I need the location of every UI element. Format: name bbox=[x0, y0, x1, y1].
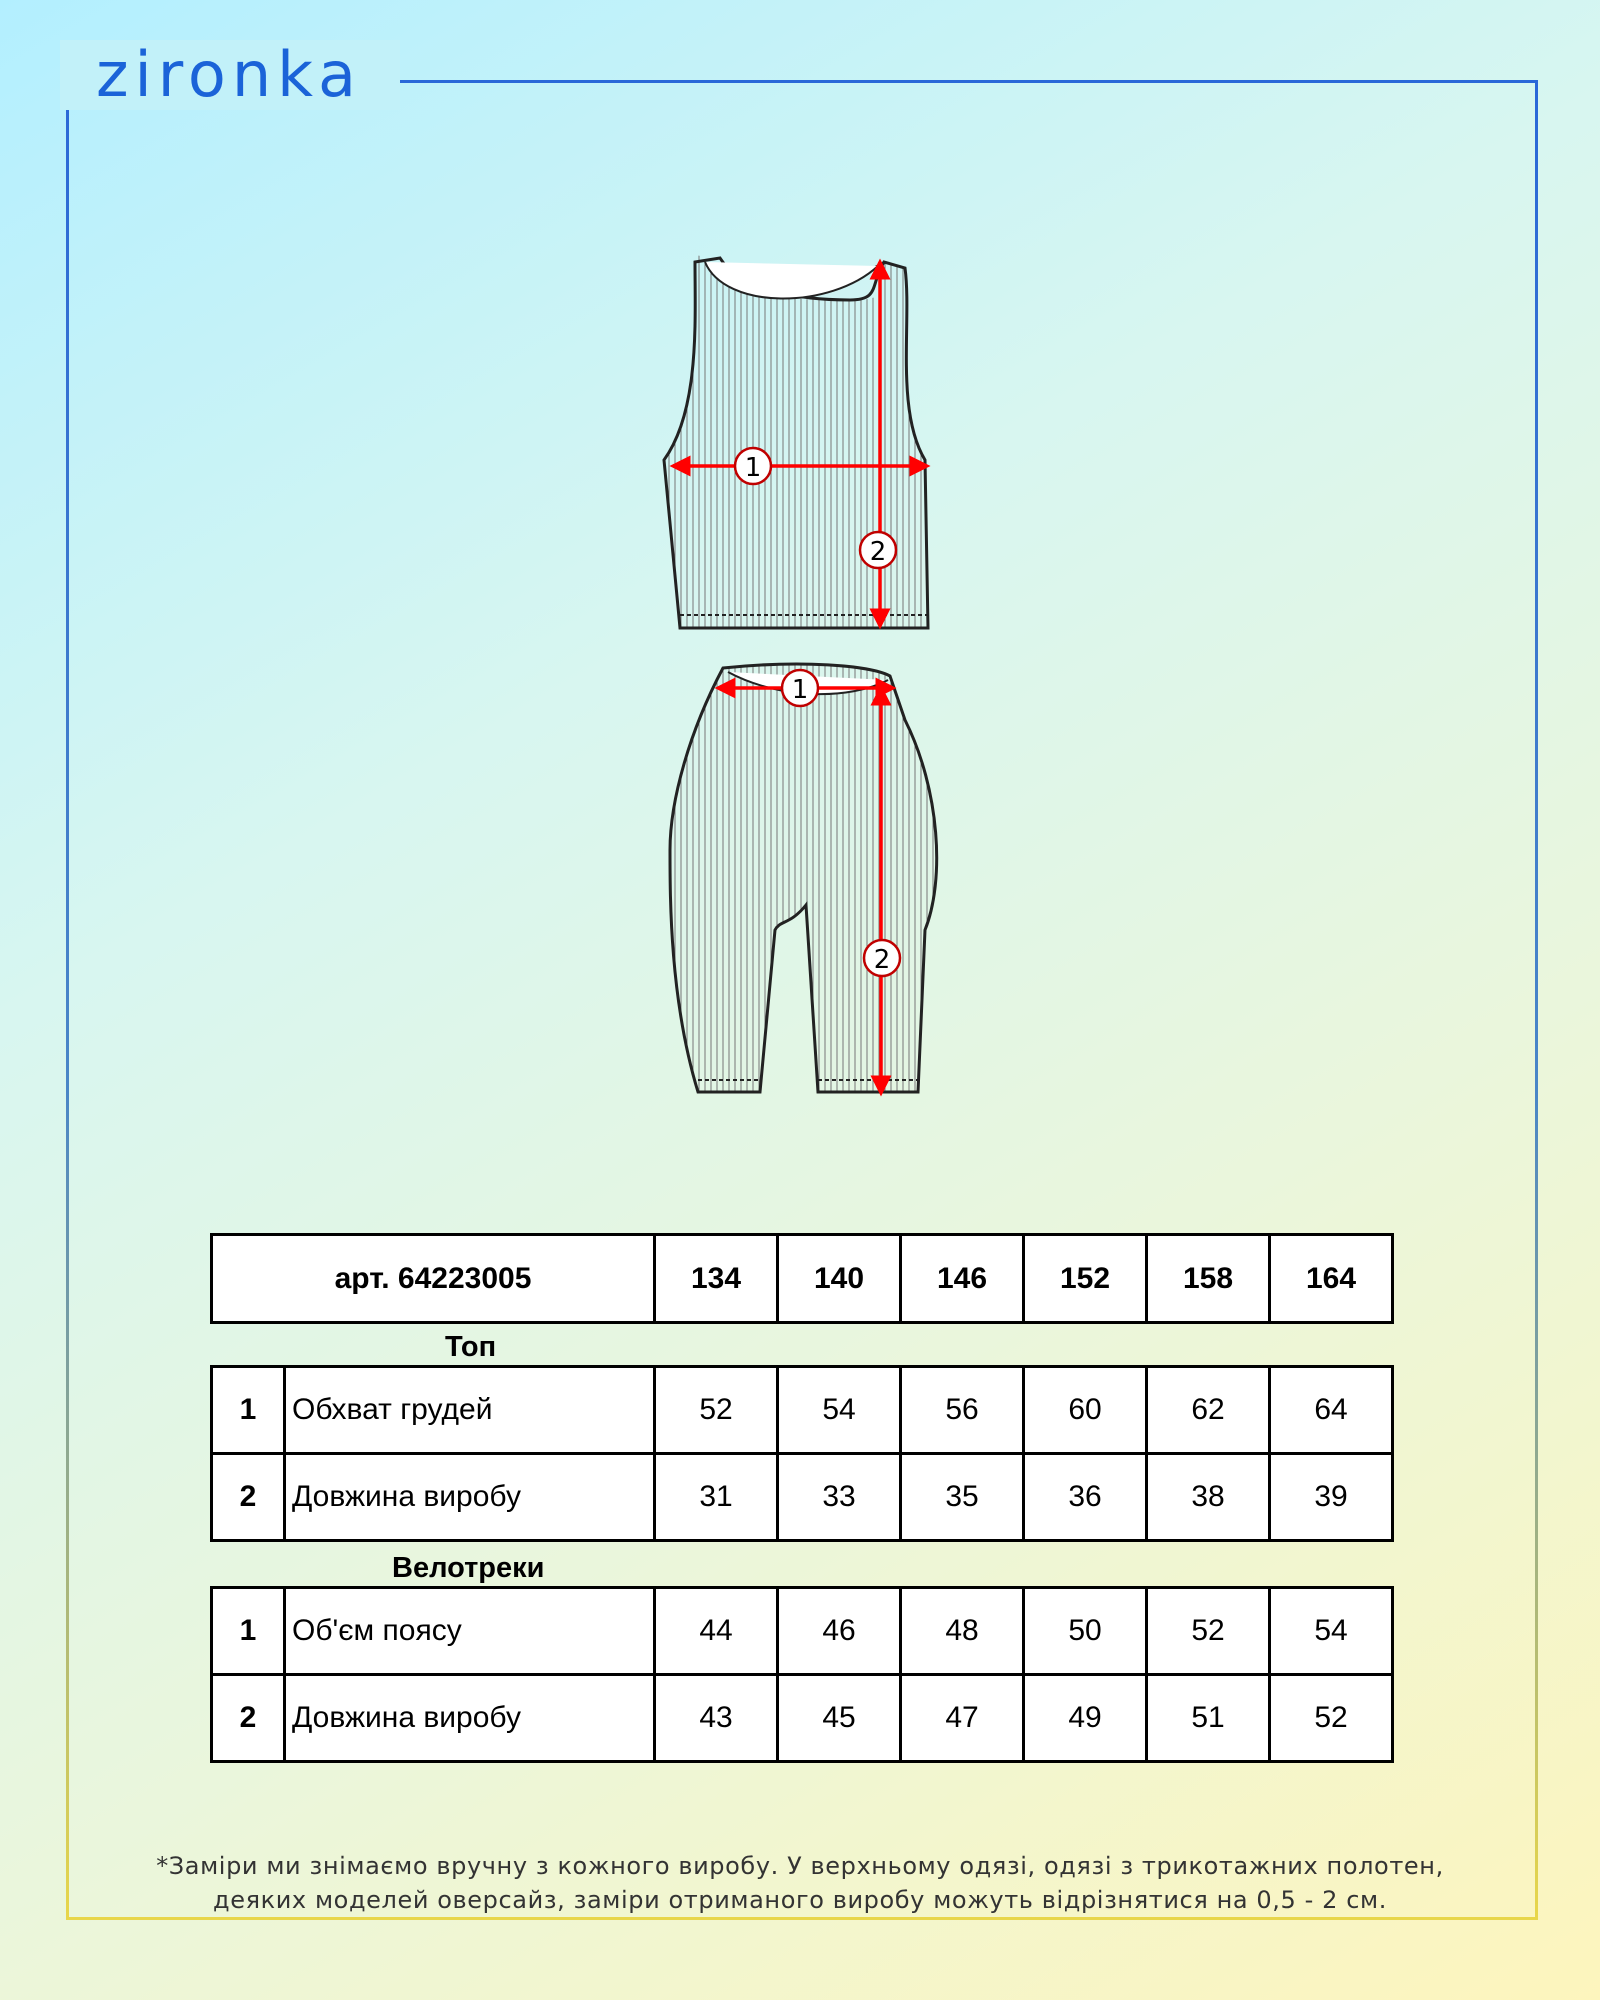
table-cell: 60 bbox=[1024, 1367, 1147, 1454]
table-cell: 46 bbox=[778, 1588, 901, 1675]
svg-text:2: 2 bbox=[869, 537, 887, 567]
table-cell: 64 bbox=[1270, 1367, 1393, 1454]
size-col-140: 140 bbox=[778, 1235, 901, 1323]
brand-logo: zironka bbox=[96, 38, 362, 111]
row-number: 2 bbox=[212, 1454, 285, 1541]
shorts-marker-1 bbox=[782, 670, 818, 706]
size-header-table bbox=[210, 1233, 1394, 1324]
size-col-152: 152 bbox=[1024, 1235, 1147, 1323]
table-cell: 39 bbox=[1270, 1454, 1393, 1541]
size-header-row bbox=[212, 1235, 1393, 1323]
table-cell: 54 bbox=[1270, 1588, 1393, 1675]
article-number: арт. 64223005 bbox=[212, 1235, 655, 1323]
table-cell: 36 bbox=[1024, 1454, 1147, 1541]
measurement-label: Об'єм поясу bbox=[285, 1588, 655, 1675]
table-cell: 52 bbox=[1270, 1675, 1393, 1762]
measurement-label: Обхват грудей bbox=[285, 1367, 655, 1454]
top-garment-drawing bbox=[660, 250, 940, 630]
size-col-164: 164 bbox=[1270, 1235, 1393, 1323]
table-cell: 56 bbox=[901, 1367, 1024, 1454]
table-cell: 50 bbox=[1024, 1588, 1147, 1675]
table-cell: 35 bbox=[901, 1454, 1024, 1541]
measurement-label: Довжина виробу bbox=[285, 1675, 655, 1762]
row-number: 1 bbox=[212, 1367, 285, 1454]
table-row bbox=[212, 1675, 1393, 1762]
section-title-top: Топ bbox=[445, 1331, 497, 1363]
table-cell: 62 bbox=[1147, 1367, 1270, 1454]
table-cell: 47 bbox=[901, 1675, 1024, 1762]
table-cell: 38 bbox=[1147, 1454, 1270, 1541]
table-cell: 51 bbox=[1147, 1675, 1270, 1762]
table-cell: 43 bbox=[655, 1675, 778, 1762]
row-number: 2 bbox=[212, 1675, 285, 1762]
table-row bbox=[212, 1588, 1393, 1675]
svg-text:1: 1 bbox=[791, 675, 809, 705]
shorts-marker-2 bbox=[864, 940, 900, 976]
table-cell: 48 bbox=[901, 1588, 1024, 1675]
shorts-garment-drawing bbox=[660, 660, 950, 1100]
bike-shorts-measurements-table bbox=[210, 1586, 1394, 1763]
table-row bbox=[212, 1454, 1393, 1541]
table-row bbox=[212, 1367, 1393, 1454]
svg-text:1: 1 bbox=[744, 453, 762, 483]
table-cell: 49 bbox=[1024, 1675, 1147, 1762]
svg-text:2: 2 bbox=[873, 945, 891, 975]
table-cell: 44 bbox=[655, 1588, 778, 1675]
top-marker-1 bbox=[735, 448, 771, 484]
table-cell: 33 bbox=[778, 1454, 901, 1541]
size-col-158: 158 bbox=[1147, 1235, 1270, 1323]
size-col-146: 146 bbox=[901, 1235, 1024, 1323]
top-measurements-table bbox=[210, 1365, 1394, 1542]
section-title-bike-shorts: Велотреки bbox=[392, 1552, 545, 1584]
top-marker-2 bbox=[860, 532, 896, 568]
footnote-line-2: деяких моделей оверсайз, заміри отриманого виробу можуть відрізнятися на 0,5 - 2 см. bbox=[213, 1886, 1387, 1914]
table-cell: 31 bbox=[655, 1454, 778, 1541]
table-cell: 52 bbox=[1147, 1588, 1270, 1675]
table-cell: 45 bbox=[778, 1675, 901, 1762]
measurement-label: Довжина виробу bbox=[285, 1454, 655, 1541]
footnote-line-1: *Заміри ми знімаємо вручну з кожного виробу. У верхньому одязі, одязі з трикотажних полотен, bbox=[156, 1852, 1444, 1880]
row-number: 1 bbox=[212, 1588, 285, 1675]
size-col-134: 134 bbox=[655, 1235, 778, 1323]
table-cell: 54 bbox=[778, 1367, 901, 1454]
table-cell: 52 bbox=[655, 1367, 778, 1454]
